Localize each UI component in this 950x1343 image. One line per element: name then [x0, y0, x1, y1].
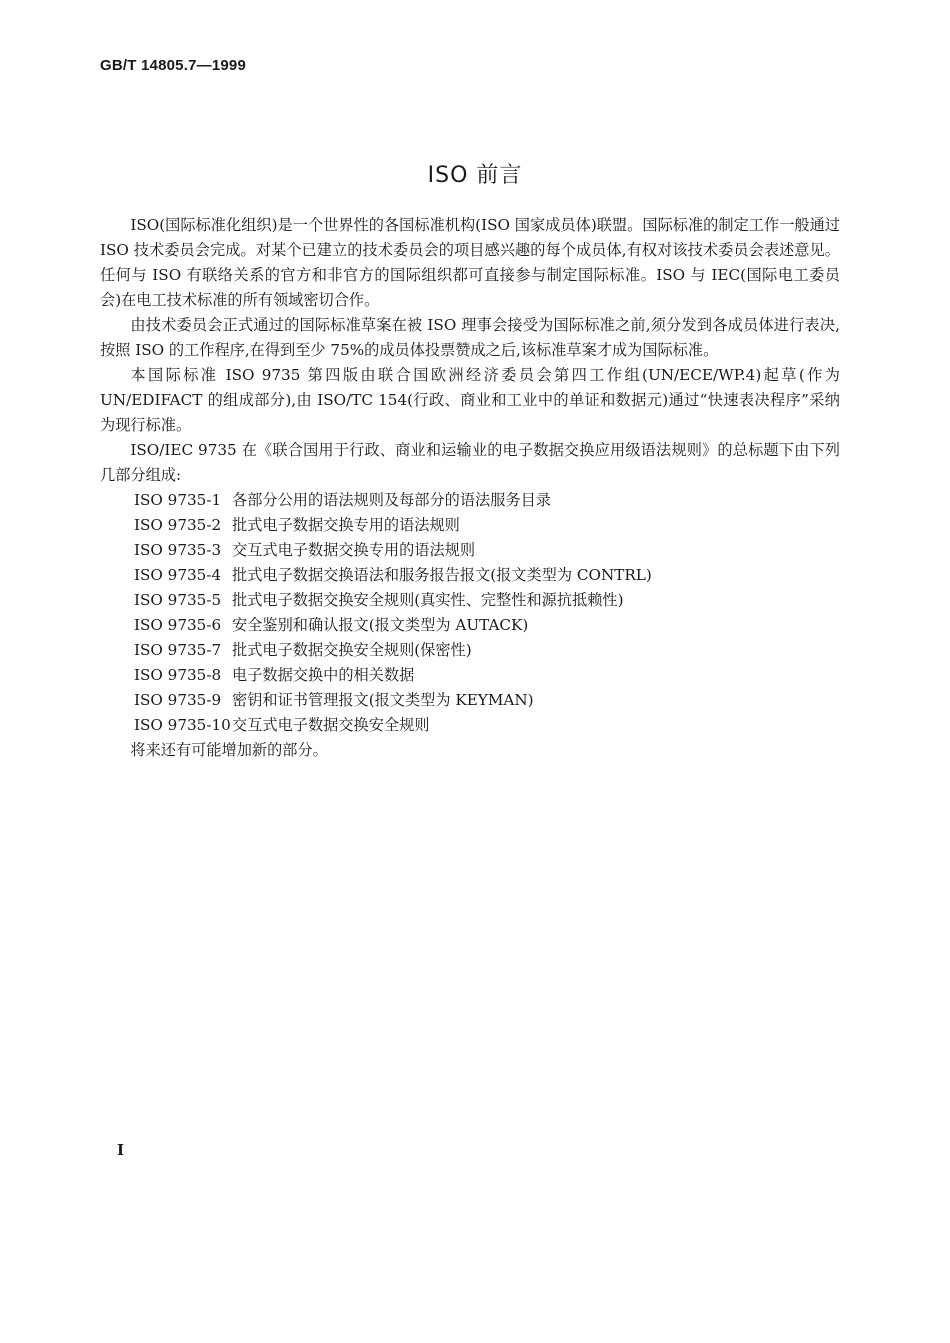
part-desc: 安全鉴别和确认报文(报文类型为 AUTACK) [232, 616, 529, 634]
part-desc: 批式电子数据交换安全规则(真实性、完整性和源抗抵赖性) [232, 591, 624, 609]
part-desc: 交互式电子数据交换专用的语法规则 [232, 541, 475, 559]
part-id: ISO 9735-1 [134, 491, 222, 509]
part-id: ISO 9735-8 [134, 666, 222, 684]
list-item [100, 663, 840, 688]
part-id: ISO 9735-5 [134, 591, 222, 609]
list-item [100, 538, 840, 563]
closing-note: 将来还有可能增加新的部分。 [130, 741, 328, 759]
standard-code: GB/T 14805.7—1999 [100, 57, 246, 74]
list-item [100, 638, 840, 663]
part-desc: 各部分公用的语法规则及每部分的语法服务目录 [232, 491, 551, 509]
paragraph: ISO/IEC 9735 在《联合国用于行政、商业和运输业的电子数据交换应用级语法规则》的总标题下由下列几部分组成: [100, 441, 840, 484]
part-desc: 交互式电子数据交换安全规则 [232, 716, 430, 734]
paragraph: ISO(国际标准化组织)是一个世界性的各国标准机构(ISO 国家成员体)联盟。国际标准的制定工作一般通过 ISO 技术委员会完成。对某个已建立的技术委员会的项目感兴趣的每个成员体,有权对该技术委员会表述意见。任何与 ISO 有联络关系的官方和非官方的国际组织都可直接参与制定国际标准。ISO 与 IEC(国际电工委员会)在电工技术标准的所有领域密切合作。 [100, 216, 840, 309]
part-id: ISO 9735-2 [134, 516, 222, 534]
page-title: ISO 前言 [427, 163, 523, 188]
part-id: ISO 9735-9 [134, 691, 222, 709]
part-id: ISO 9735-4 [134, 566, 222, 584]
parts-list [100, 488, 840, 738]
part-id: ISO 9735-6 [134, 616, 222, 634]
list-item [100, 588, 840, 613]
part-id: ISO 9735-3 [134, 541, 222, 559]
paragraph: 本国际标准 ISO 9735 第四版由联合国欧洲经济委员会第四工作组(UN/ECE/WP.4)起草(作为 UN/EDIFACT 的组成部分),由 ISO/TC 154(行政、商业和工业中的单证和数据元)通过“快速表决程序”采纳为现行标准。 [100, 366, 840, 434]
list-item [100, 563, 840, 588]
foreword-body [100, 213, 840, 763]
part-desc: 批式电子数据交换安全规则(保密性) [232, 641, 472, 659]
list-item [100, 688, 840, 713]
list-item [100, 613, 840, 638]
part-desc: 密钥和证书管理报文(报文类型为 KEYMAN) [232, 691, 534, 709]
part-id: ISO 9735-7 [134, 641, 222, 659]
part-desc: 批式电子数据交换专用的语法规则 [232, 516, 460, 534]
list-item [100, 488, 840, 513]
part-desc: 批式电子数据交换语法和服务报告报文(报文类型为 CONTRL) [232, 566, 652, 584]
list-item [100, 513, 840, 538]
list-item [100, 713, 840, 738]
page-number: I [117, 1141, 125, 1159]
part-id: ISO 9735-10 [134, 716, 231, 734]
paragraph: 由技术委员会正式通过的国际标准草案在被 ISO 理事会接受为国际标准之前,须分发到各成员体进行表决,按照 ISO 的工作程序,在得到至少 75%的成员体投票赞成之后,该标准草案才成为国际标准。 [100, 316, 840, 359]
part-desc: 电子数据交换中的相关数据 [232, 666, 415, 684]
